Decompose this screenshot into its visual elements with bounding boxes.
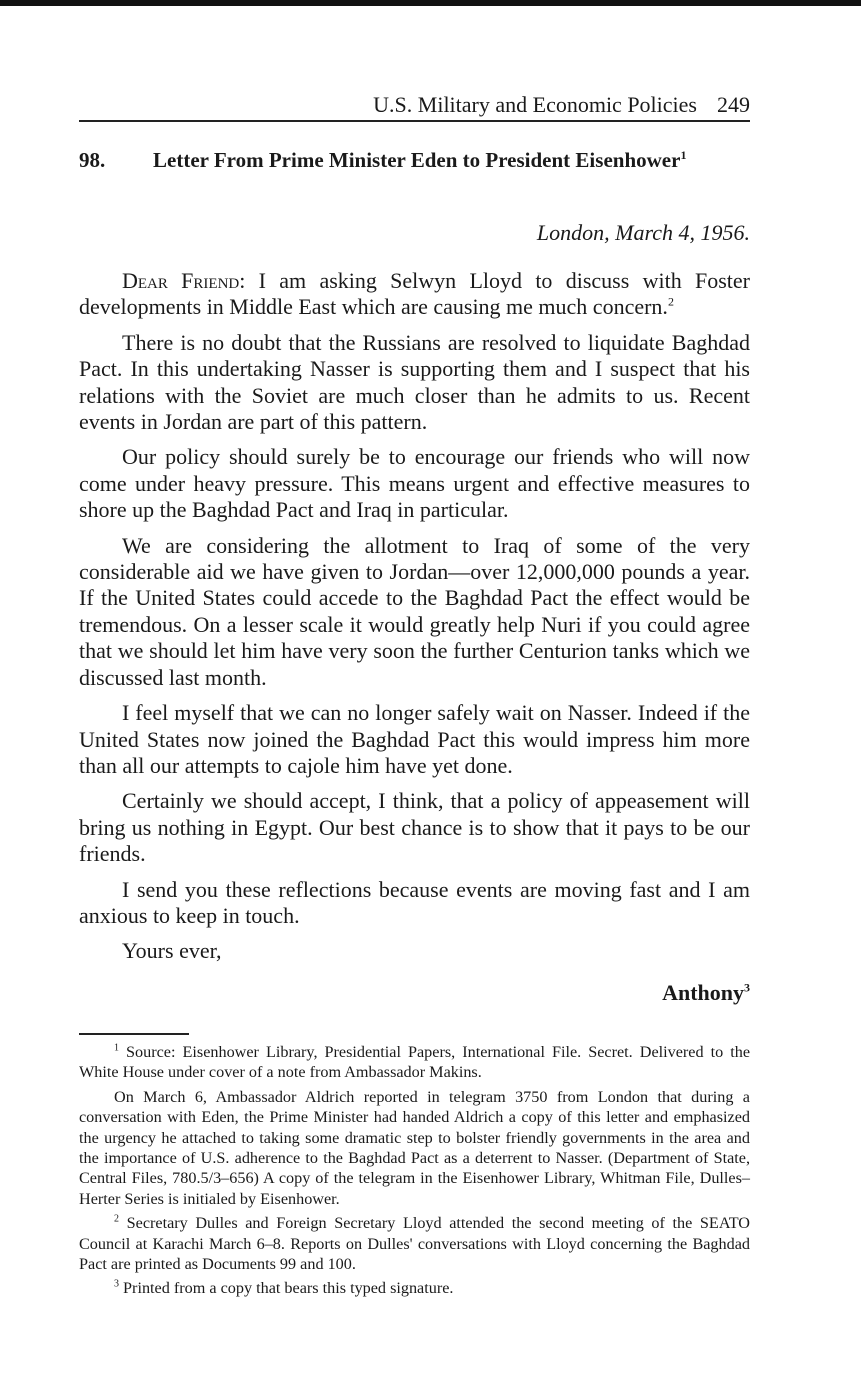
letter-body (79, 268, 750, 974)
document-heading (79, 146, 779, 174)
footnote: $^2$ Secretary Dulles and Foreign Secretary Lloyd attended the second meeting of the SEATO Council at Karachi March 6–8. Reports on Dulles' conversations with Lloyd concerning the Baghdad Pact are printed as Documents 99 and 100. (79, 1213, 750, 1274)
title-footnote-ref: 1 (680, 148, 687, 162)
signature-footnote-ref: 3 (744, 980, 750, 995)
footnotes (79, 1042, 750, 1303)
salutation: Dear Friend: (122, 268, 246, 293)
dateline: London, March 4, 1956. (536, 220, 750, 245)
footnote-divider (79, 1033, 189, 1035)
paragraph: We are considering the allotment to Iraq of some of the very considerable aid we have given to Jordan—over 12,000,000 pounds a year. If the United States could accede to the Baghdad Pact the effect would be tremendous. On a lesser scale it would greatly help Nuri if you could agree that we should let him have very soon the further Centurion tanks which we discussed last month. (79, 532, 750, 690)
document-title: Letter From Prime Minister Eden to President Eisenhower (153, 148, 681, 172)
paragraph: I send you these reflections because events are moving fast and I am anxious to keep in touch. (79, 876, 750, 928)
paragraph: I feel myself that we can no longer safely wait on Nasser. Indeed if the United States now joined the Baghdad Pact this would impress him more than all our attempts to cajole him have yet done. (79, 700, 750, 778)
footnote: $^1$ Source: Eisenhower Library, Presidential Papers, International File. Secret. Delivered to the White House under cover of a note from Ambassador Makins. (79, 1042, 751, 1082)
paragraph: Certainly we should accept, I think, that a policy of appeasement will bring us nothing in Egypt. Our best chance is to show that it pays to be our friends. (79, 788, 750, 867)
footnote-ref: 2 (667, 295, 674, 310)
document-number: 98. (79, 148, 106, 172)
paragraph: There is no doubt that the Russians are resolved to liquidate Baghdad Pact. In this undertaking Nasser is supporting them and I suspect that his relations with the Soviet are much closer than he admits to us. Recent events in Jordan are part of this pattern. (79, 329, 750, 435)
signature: Anthony$^3$ (662, 980, 750, 1005)
running-header (79, 92, 750, 122)
scan-top-border (0, 0, 861, 6)
closing: Yours ever, (122, 938, 222, 964)
paragraph: Our policy should surely be to encourage our friends who will now come under heavy pressure. This means urgent and effective measures to shore up the Baghdad Pact and Iraq in particular. (79, 444, 750, 523)
footnote: $^3$ Printed from a copy that bears this typed signature. (114, 1279, 454, 1298)
footnote: On March 6, Ambassador Aldrich reported in telegram 3750 from London that during a conversation with Eden, the Prime Minister had handed Aldrich a copy of this letter and emphasized the urgency he attached to taking some dramatic step to bolster friendly governments in the area and the importance of U.S. adherence to the Baghdad Pact as a deterrent to Nasser. (Department of State, Central Files, 780.5/3–656) A copy of the telegram in the Eisenhower Library, Whitman File, Dulles–Herter Series is initialed by Eisenhower. (79, 1087, 750, 1208)
running-title: U.S. Military and Economic Policies (373, 92, 697, 117)
paragraph: Dear Friend: I am asking Selwyn Lloyd to discuss with Foster developments in Middle East which are causing me much concern.$^2$ (79, 268, 750, 320)
page-number: 249 (717, 92, 750, 117)
